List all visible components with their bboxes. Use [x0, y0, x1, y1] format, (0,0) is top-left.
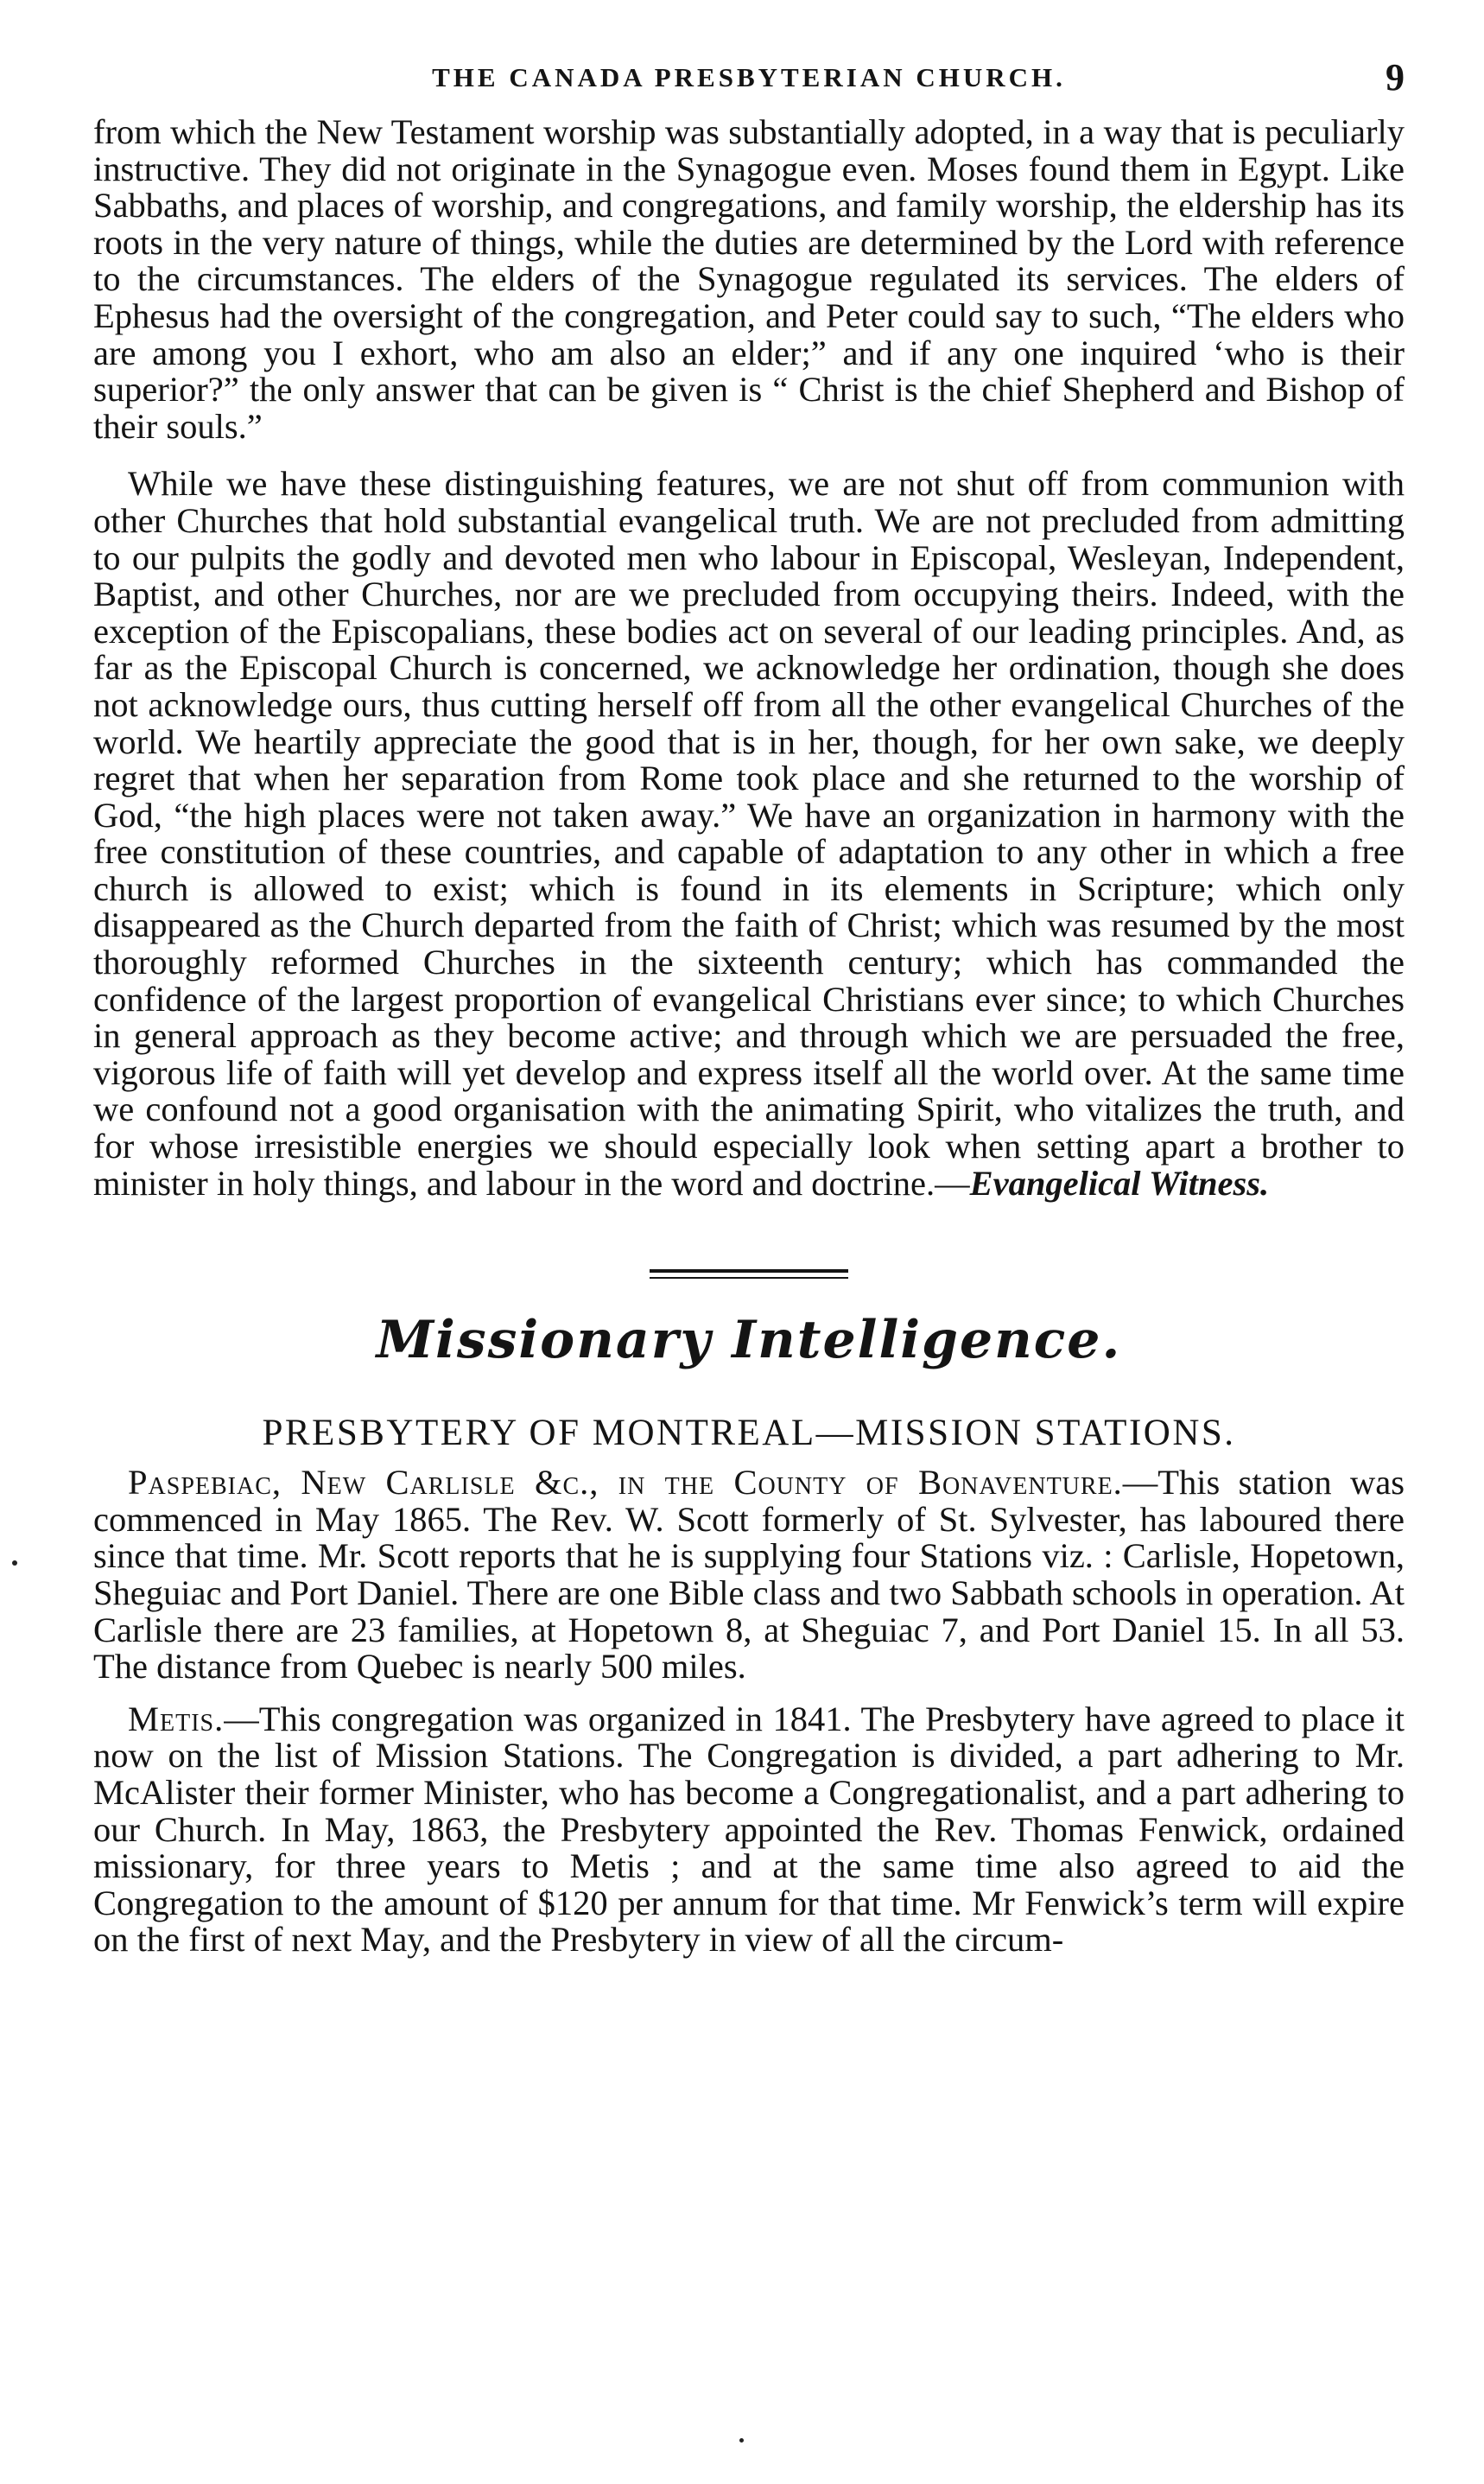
article-source: Evangelical Witness.: [969, 1163, 1270, 1203]
station-paragraph-paspebiac: [93, 1464, 1405, 1686]
station-lead-paspebiac: Paspebiac, New Carlisle &c., in the County of Bonaventure.: [128, 1463, 1123, 1502]
article-paragraph-1: [93, 114, 1405, 445]
paragraph-2-text: While we have these distinguishing features, we are not shut off from communion with other Churches that hold substantial evangelical truth. We are not precluded from admitting to our pulpits the godly and devoted men who labour in Episcopal, Wesleyan, Independent, Baptist, and other Churches, nor are we precluded from occupying theirs. Indeed, with the exception of the Episcopalians, these bodies act on several of our leading principles. And, as far as the Episcopal Church is concerned, we acknowledge her ordination, though she does not acknowledge ours, thus cutting herself off from all the other evangelical Churches of the world. We heartily appreciate the good that is in her, though, for her own sake, we deeply regret that when her separation from Rome took place and she returned to the worship of God, “the high places were not taken away.” We have an organization in harmony with the free constitution of these countries, and capable of adaptation to any other in which a free church is allowed to exist; which is found in its elements in Scripture; which only disappeared as the Church departed from the faith of Christ; which was resumed by the most thoroughly reformed Churches in the sixteenth century; which has commanded the confidence of the largest proportion of evangelical Christians ever since; to which Churches in general approach as they become active; and through which we are persuaded the free, vigorous life of faith will yet develop and express itself all the world over. At the same time we confound not a good organisation with the animating Spirit, who vitalizes the truth, and for whose irresistible energies we should especially look when setting apart a brother to minister in holy things, and labour in the word and doctrine.—: [93, 464, 1405, 1203]
margin-speck: [12, 1560, 17, 1566]
running-head: [93, 52, 1405, 104]
article-paragraph-2: [93, 466, 1405, 1202]
running-head-title: THE CANADA PRESBYTERIAN CHURCH.: [432, 62, 1066, 92]
station-lead-metis: Metis.: [128, 1699, 225, 1738]
station-text-paspebiac: —This station was commenced in May 1865. The Rev. W. Scott formerly of St. Sylvester, has laboured there since that time. Mr. Scott reports that he is supplying four Stations viz. : Carlisle, Hopetown, Sheguiac and Port Daniel. There are one Bible class and two Sabbath schools in operation. At Carlisle there are 23 families, at Hopetown 8, at Sheguiac 7, and Port Daniel 15. In all 53. The distance from Quebec is nearly 500 miles.: [93, 1463, 1405, 1687]
section-title: Missionary Intelligence.: [376, 1310, 1122, 1371]
station-text-metis: —This congregation was organized in 1841. The Presbytery have agreed to place it now on the list of Mission Stations. The Congregation is divided, a part adhering to Mr. McAlister their former Minister, who has become a Congregationalist, and a part adhering to our Church. In May, 1863, the Presbytery appointed the Rev. Thomas Fenwick, ordained missionary, for three years to Metis ; and at the same time also agreed to aid the Congregation to the amount of $120 per annum for that time. Mr Fenwick’s term will expire on the first of next May, and the Presbytery in view of all the circum-: [93, 1699, 1405, 1960]
paragraph-1-text: from which the New Testament worship was substantially adopted, in a way that is peculiarly instructive. They did not originate in the Synagogue even. Moses found them in Egypt. Like Sabbaths, and places of worship, and congregations, and family worship, the eldership has its roots in the very nature of things, while the duties are determined by the Lord with reference to the circumstances. The elders of the Synagogue regulated its services. The elders of Ephesus had the oversight of the congregation, and Peter could say to such, “The elders who are among you I exhort, who am also an elder;” and if any one inquired ‘who is their superior?” the only answer that can be given is “ Christ is the chief Shepherd and Bishop of their souls.”: [93, 112, 1405, 446]
page-number: 9: [1386, 56, 1405, 98]
station-paragraph-metis: [93, 1701, 1405, 1959]
bottom-speck: [739, 2438, 744, 2443]
divider-rule-thin: [650, 1277, 848, 1279]
section-divider: [650, 1269, 848, 1279]
divider-rule-thick: [650, 1269, 848, 1273]
section-subtitle: PRESBYTERY OF MONTREAL—MISSION STATIONS.: [262, 1413, 1236, 1454]
